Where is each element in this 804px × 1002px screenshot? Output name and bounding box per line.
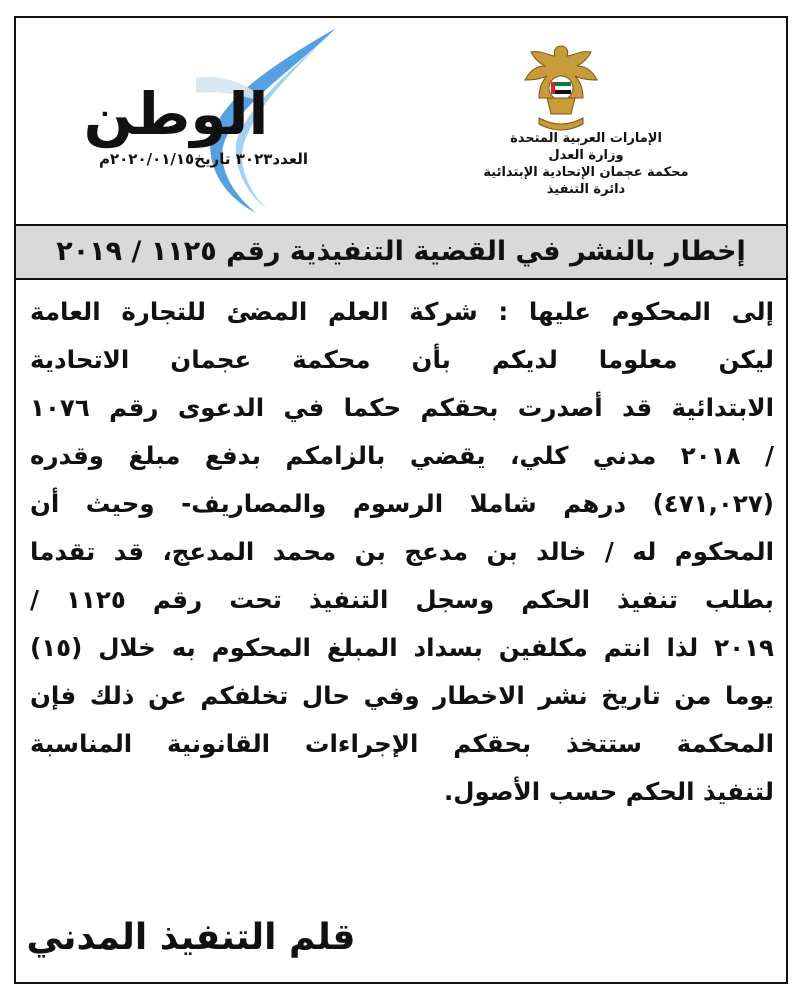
notice-header (16, 18, 786, 223)
body-line: (٤٧١,٠٢٧) درهم شاملا الرسوم والمصاريف- وحيث أن (30, 489, 774, 518)
body-line: المحكوم له / خالد بن مدعج بن محمد المدعج، قد تقدما (30, 537, 774, 566)
gov-line-department: دائرة التنفيذ (546, 182, 626, 197)
notice-body (30, 288, 774, 816)
gov-line-ministry: وزارة العدل (548, 148, 624, 163)
body-line: المحكمة ستتخذ بحقكم الإجراءات القانونية المناسبة (30, 729, 774, 758)
gov-line-country: الإمارات العربية المتحدة (510, 131, 662, 146)
body-line: بطلب تنفيذ الحكم وسجل التنفيذ تحت رقم ١١٢٥ / (30, 585, 774, 614)
body-line: ٢٠١٩ لذا انتم مكلفين بسداد المبلغ المحكوم به خلال (١٥) (30, 633, 774, 662)
body-line: / ٢٠١٨ مدني كلي، يقضي بالزامكم بدفع مبلغ وقدره (30, 441, 774, 470)
newspaper-logo: الوطن (83, 80, 269, 148)
signature: قلم التنفيذ المدني (26, 917, 356, 958)
body-line: يوما من تاريخ نشر الاخطار وفي حال تخلفكم عن ذلك فإن (30, 681, 774, 710)
notice-title: إخطار بالنشر في القضية التنفيذية رقم ١١٢٥ / ٢٠١٩ (16, 224, 786, 280)
issue-line: العدد٣٠٢٣ تاريخ٢٠٢٠/٠١/١٥م (98, 150, 308, 168)
government-heading (436, 130, 736, 198)
body-line-last: لتنفيذ الحكم حسب الأصول. (443, 777, 774, 806)
uae-falcon-emblem-icon (521, 38, 601, 138)
notice-frame (14, 16, 788, 984)
body-line: الابتدائية قد أصدرت بحقكم حكما في الدعوى رقم ١٠٧٦ (30, 393, 774, 422)
body-line: ليكن معلوما لديكم بأن محكمة عجمان الاتحادية (30, 345, 774, 374)
gov-line-court: محكمة عجمان الإتحادية الإبتدائية (483, 165, 689, 180)
body-line: إلى المحكوم عليها : شركة العلم المضئ للتجارة العامة (30, 297, 774, 326)
